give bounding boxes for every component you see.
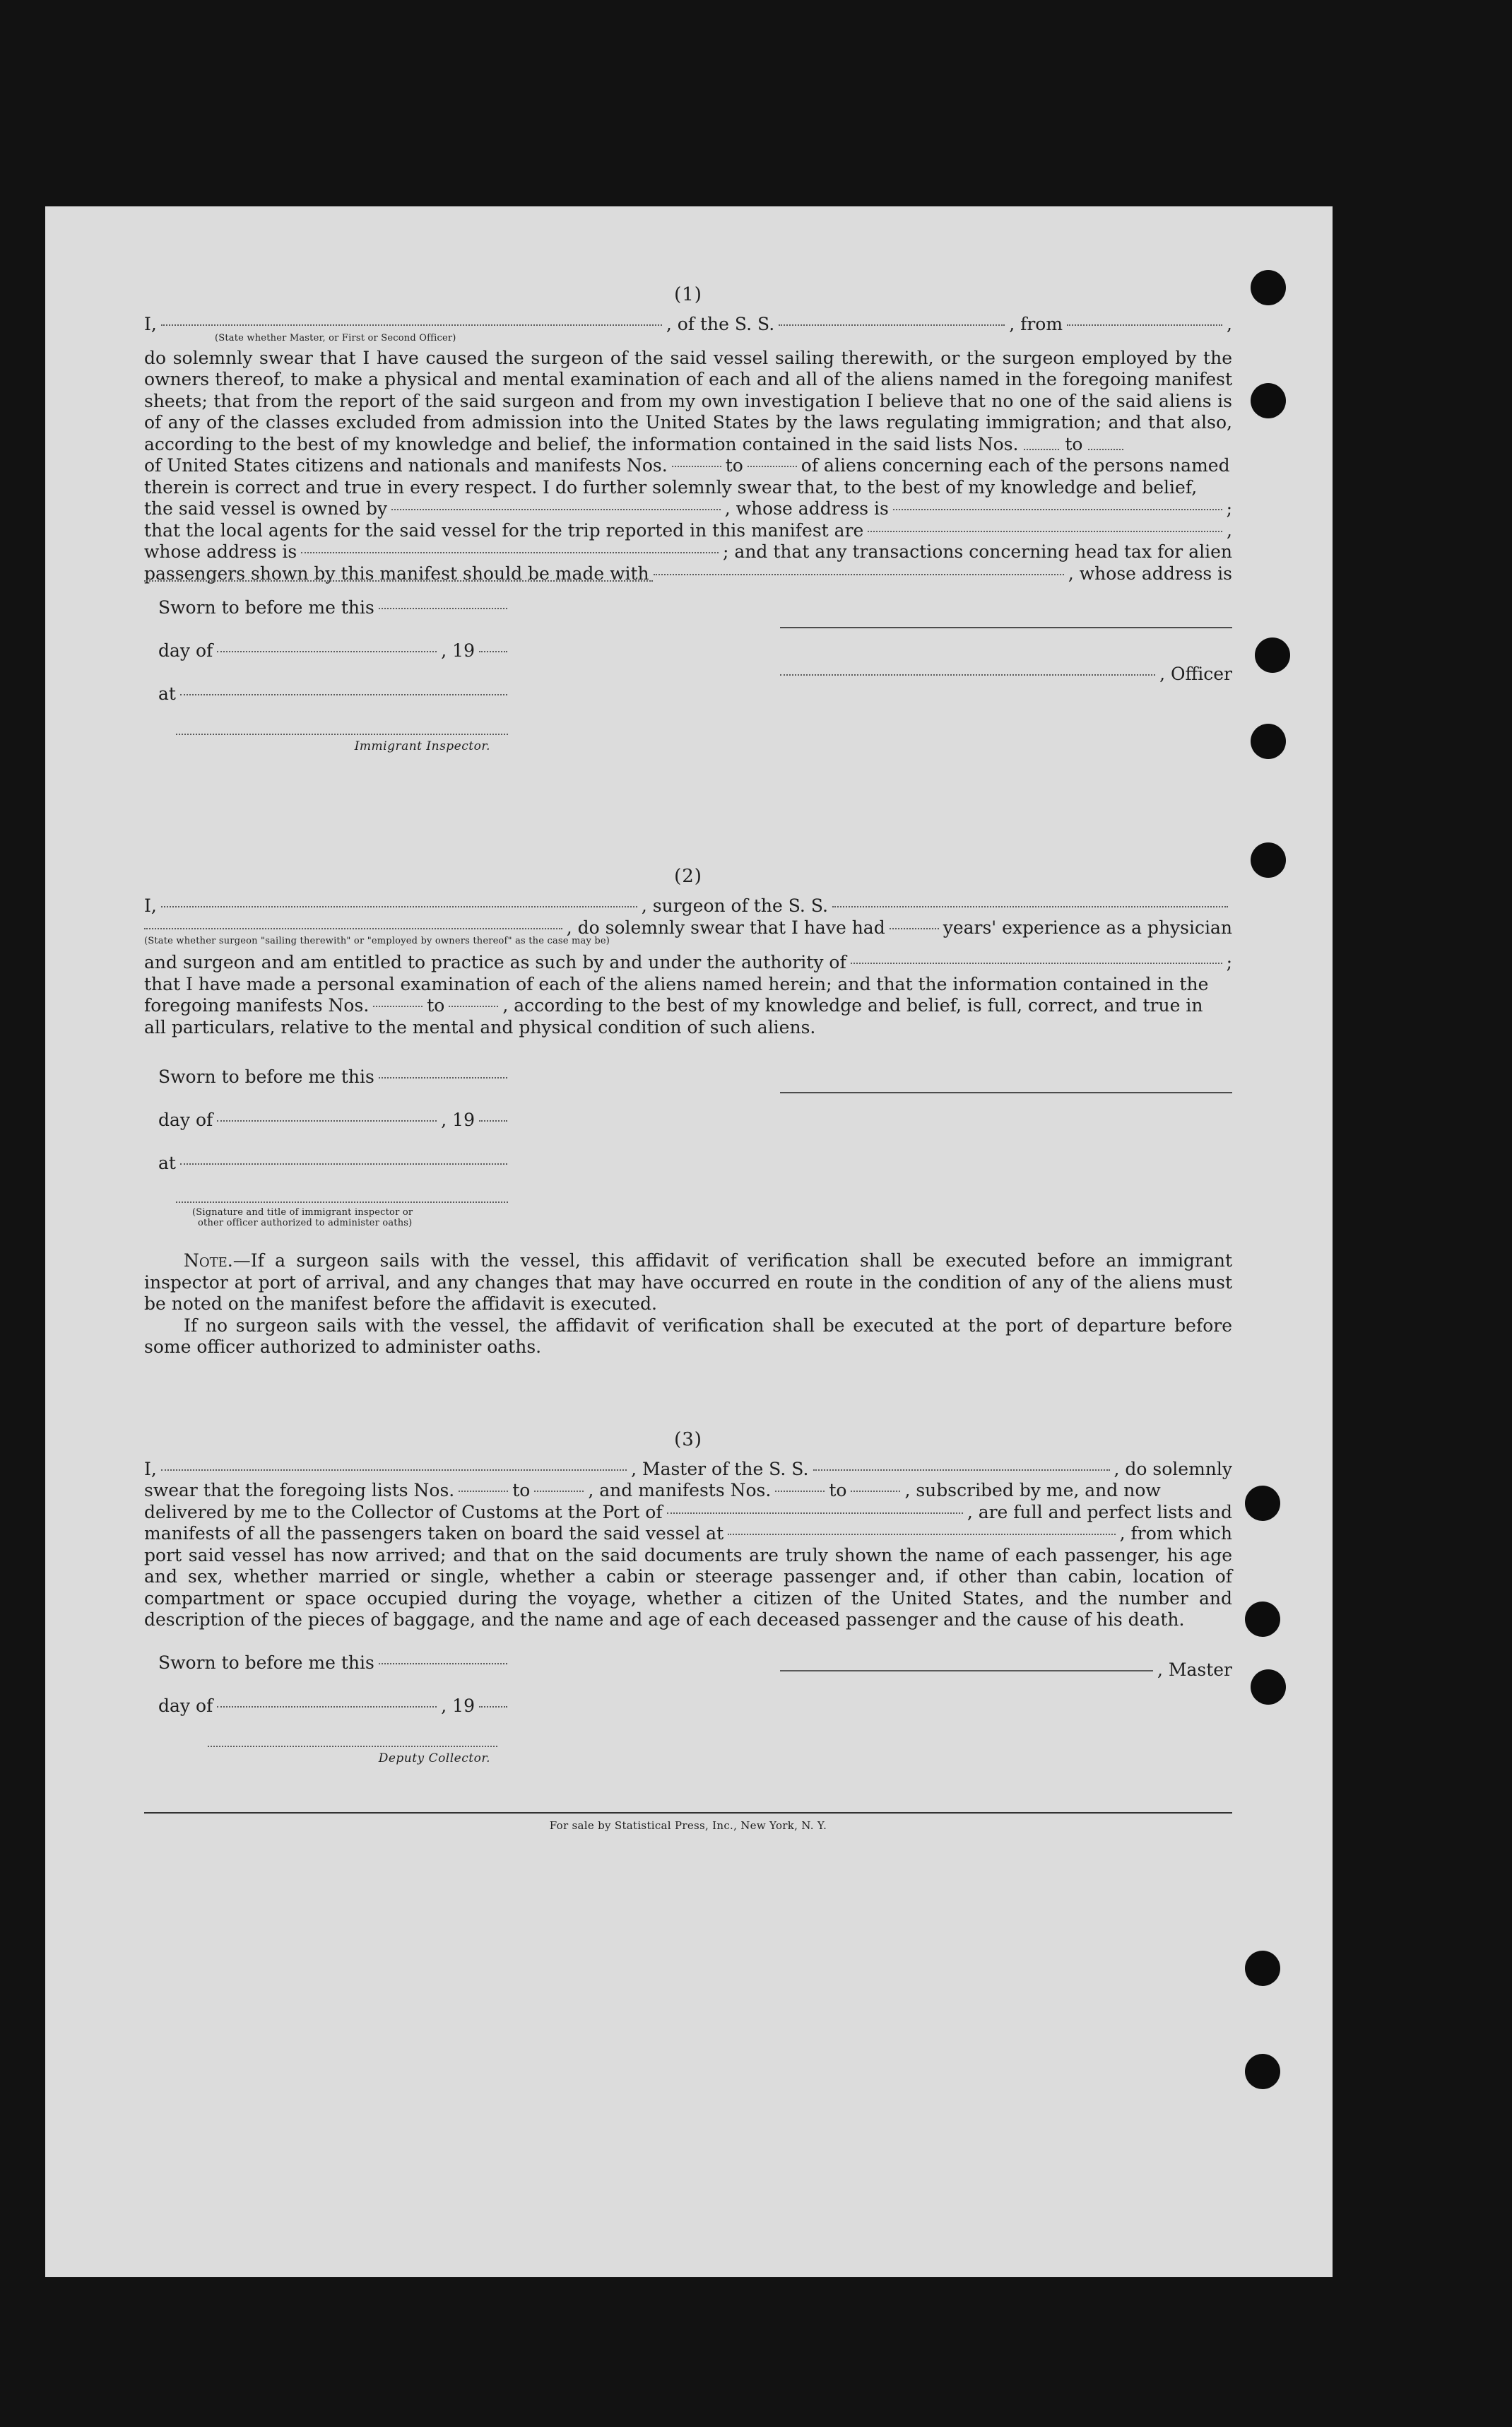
s2-signature-note-2: other officer authorized to administer oaths) — [198, 1218, 413, 1228]
s1-agents-address-field[interactable] — [301, 552, 719, 553]
punch-hole — [1251, 1669, 1286, 1705]
s3-port-field[interactable] — [667, 1512, 963, 1514]
s3-line-3 — [144, 1502, 1232, 1524]
s3-from-which-label: , from which — [1119, 1523, 1232, 1544]
s3-manifests-from-field[interactable] — [775, 1491, 825, 1492]
s3-day-of-label: day of — [158, 1695, 213, 1716]
s1-sworn-area — [144, 597, 1232, 838]
s2-manifest-to-field[interactable] — [449, 1006, 498, 1007]
s1-i-label: I, — [144, 314, 157, 334]
s2-surgeon-note: (State whether surgeon "sailing therewith" or "employed by owners thereof" as the case may be) — [144, 936, 610, 946]
s1-line-address-3 — [144, 584, 1232, 586]
s3-sworn-row — [158, 1652, 512, 1696]
s3-collector-signature-line[interactable] — [208, 1746, 497, 1747]
s3-delivered-label: delivered by me to the Collector of Customs at the Port of — [144, 1501, 663, 1522]
s1-year-label: , 19 — [441, 640, 475, 661]
punch-hole — [1251, 842, 1286, 878]
s1-head-tax-address-field[interactable] — [144, 580, 653, 582]
s1-head-tax-agent-field[interactable] — [654, 574, 1064, 575]
s3-sworn-area — [144, 1652, 1232, 1794]
form-content — [144, 284, 1232, 1832]
s2-manifest-from-field[interactable] — [373, 1006, 423, 1007]
note-label: Note. — [184, 1250, 233, 1271]
s1-passengers-label: passengers shown by this manifest should be made with — [144, 563, 649, 584]
section-1-number: (1) — [674, 284, 702, 305]
punch-hole — [1251, 383, 1286, 418]
s3-do-solemnly-label: , do solemnly — [1114, 1458, 1232, 1479]
s3-manifests-of-label: manifests of all the passengers taken on board the said vessel at — [144, 1523, 724, 1544]
s1-sworn-row — [158, 597, 512, 640]
s3-swear-lists-label: swear that the foregoing lists Nos. — [144, 1480, 455, 1500]
s3-day-row — [158, 1696, 512, 1739]
s2-sworn-date-field[interactable] — [379, 1077, 507, 1079]
footer-imprint: For sale by Statistical Press, Inc., New York, N. Y. — [549, 1818, 827, 1832]
s1-at-place-field[interactable] — [180, 694, 507, 695]
s2-according-label: , according to the best of my knowledge and belief, is full, correct, and true in — [502, 995, 1203, 1016]
s1-para-b-start: of United States citizens and nationals and manifests Nos. — [144, 455, 668, 476]
s2-semicolon: ; — [1226, 952, 1232, 972]
s1-whose-address-2-label: whose address is — [144, 541, 297, 562]
note-paragraph-2: If no surgeon sails with the vessel, the affidavit of verification shall be executed at the port of departure before some officer authorized to administer oaths. — [144, 1315, 1232, 1357]
s2-line-authority — [144, 952, 1232, 974]
s3-master-name-field[interactable] — [161, 1469, 627, 1471]
s2-year-field[interactable] — [479, 1120, 507, 1122]
s3-sworn-date-field[interactable] — [379, 1663, 507, 1664]
note-text-1: —If a surgeon sails with the vessel, this affidavit of verification shall be executed before an immigrant inspector at port of arrival, and any changes that may have occurred en route in the condition of any of the aliens must be noted on the manifest before the affidavit is executed. — [144, 1250, 1232, 1314]
s2-years-field[interactable] — [890, 928, 939, 929]
s1-paragraph-c: therein is correct and true in every respect. I do further solemnly swear that, to the best of my knowledge and belief, — [144, 476, 1198, 498]
s2-ship-name-field[interactable] — [832, 906, 1228, 907]
s1-whose-address-label: , whose address is — [724, 498, 889, 519]
s3-to-1-label: to — [512, 1480, 531, 1500]
s1-semicolon: ; — [1226, 498, 1233, 519]
s1-officer-signature-field[interactable] — [780, 674, 1155, 676]
punch-hole — [1245, 1602, 1280, 1637]
s2-day-of-label: day of — [158, 1110, 213, 1130]
s3-line-1 — [144, 1459, 1232, 1481]
s3-ship-name-field[interactable] — [813, 1469, 1110, 1471]
s1-lists-from-field[interactable] — [1024, 449, 1059, 450]
s2-inspector-signature-line[interactable] — [176, 1201, 508, 1203]
s2-line-1 — [144, 895, 1232, 917]
section-3-number: (3) — [674, 1428, 702, 1450]
s2-at-place-field[interactable] — [180, 1163, 507, 1165]
s3-sworn-label: Sworn to before me this — [158, 1652, 374, 1673]
s2-authority-label: and surgeon and am entitled to practice as such by and under the authority of — [144, 952, 846, 972]
s3-year-label: , 19 — [441, 1695, 475, 1716]
s1-from-label: , from — [1009, 314, 1063, 334]
punch-hole — [1245, 1951, 1280, 1986]
s2-at-row — [158, 1153, 512, 1196]
s1-day-row — [158, 640, 512, 683]
s1-para-b-end: of aliens concerning each of the persons named — [801, 455, 1230, 476]
s3-and-manifests-label: , and manifests Nos. — [588, 1480, 772, 1500]
s3-master-signature-field[interactable] — [780, 1670, 1153, 1671]
s2-sworn-block — [158, 1066, 512, 1228]
s2-to-label: to — [427, 995, 445, 1016]
s2-years-label: years' experience as a physician — [943, 917, 1232, 938]
s1-lists-to-field[interactable] — [1088, 449, 1123, 450]
s1-year-field[interactable] — [479, 651, 507, 652]
s1-line-head-tax — [144, 541, 1232, 563]
s1-officer-note: (State whether Master, or First or Second Officer) — [215, 332, 456, 343]
s1-para-a-to: to — [1065, 433, 1083, 454]
s1-local-agents-field[interactable] — [868, 531, 1222, 532]
s3-full-perfect-label: , are full and perfect lists and — [967, 1501, 1232, 1522]
s2-paragraph-a: that I have made a personal examination of each of the aliens named herein; and that the information contained in the — [144, 973, 1209, 994]
s1-day-of-label: day of — [158, 640, 213, 661]
s3-year-field[interactable] — [479, 1706, 507, 1708]
s3-manifests-to-field[interactable] — [851, 1491, 900, 1492]
s1-inspector-caption: Immigrant Inspector. — [354, 739, 490, 753]
s2-day-month-field[interactable] — [217, 1120, 437, 1122]
s1-officer-block — [780, 597, 1232, 686]
s1-head-tax-label: ; and that any transactions concerning head tax for alien — [723, 541, 1232, 562]
s3-line-2 — [144, 1480, 1232, 1502]
punch-hole — [1251, 270, 1286, 305]
s1-line-local-agents — [144, 520, 1232, 542]
s1-of-ss-label: , of the S. S. — [666, 314, 775, 334]
footer-rule — [144, 1812, 1232, 1814]
s2-signature-note-1: (Signature and title of immigrant inspector or — [192, 1207, 413, 1218]
s3-day-month-field[interactable] — [217, 1706, 437, 1708]
s3-master-label: , Master — [1157, 1659, 1232, 1680]
punch-hole — [1255, 637, 1290, 673]
s3-subscribed-label: , subscribed by me, and now — [904, 1480, 1161, 1500]
s2-sailing-status-field[interactable] — [144, 928, 562, 929]
s1-para-a-text: do solemnly swear that I have caused the surgeon of the said vessel sailing therewith, or the surgeon employed by the owners thereof, to make a physical and mental examination of each and all of the aliens named in the foregoing manifest sheets; that from the report of the said surgeon and from my own investigation I believe that no one of the said aliens is of any of the classes excluded from admission into the United States by the laws regulating immigration; and that also, according to the best of my knowledge and belief, the information contained in the said lists Nos. — [144, 347, 1232, 454]
section-2-number: (2) — [674, 866, 702, 887]
s1-officer-label: , Officer — [1159, 664, 1232, 684]
s3-lists-to-field[interactable] — [534, 1491, 584, 1492]
s3-collector-caption: Deputy Collector. — [378, 1751, 490, 1765]
s1-paragraph-a — [144, 348, 1232, 456]
s3-to-2-label: to — [829, 1480, 847, 1500]
s2-sworn-label: Sworn to before me this — [158, 1066, 374, 1087]
s2-year-label: , 19 — [441, 1110, 475, 1130]
s2-particulars: all particulars, relative to the mental and physical condition of such aliens. — [144, 1016, 816, 1038]
s2-i-label: I, — [144, 895, 157, 916]
s2-day-row — [158, 1110, 512, 1153]
s1-comma-2: , — [1227, 519, 1232, 541]
s1-owned-by-label: the said vessel is owned by — [144, 498, 388, 519]
s2-manifests-label: foregoing manifests Nos. — [144, 995, 370, 1016]
s1-line-owned-by — [144, 498, 1232, 520]
s1-ship-name-field[interactable] — [779, 324, 1005, 326]
s1-line-manifests — [144, 455, 1232, 477]
s2-surgeon-signature-line[interactable] — [780, 1066, 1232, 1093]
s1-whose-address-3-label: , whose address is — [1068, 563, 1232, 584]
affidavit-page — [45, 206, 1333, 2277]
s1-owner-field[interactable] — [391, 509, 721, 510]
s1-at-label: at — [158, 683, 176, 704]
s1-at-row — [158, 683, 512, 727]
s2-sworn-area — [144, 1066, 1232, 1243]
s3-paragraph-rest: port said vessel has now arrived; and that on the said documents are truly shown the name of each passenger, his age and sex, whether married or single, whether a cabin or steerage passenger and, if other than cabin, location of compartment or space occupied during the voyage, whether a citizen of the United States, and the number and description of the pieces of baggage, and the name and age of each deceased passenger and the cause of his death. — [144, 1544, 1232, 1630]
s1-owner-address-field[interactable] — [893, 509, 1222, 510]
s1-sworn-label: Sworn to before me this — [158, 597, 374, 618]
s1-inspector-signature-line[interactable] — [176, 734, 508, 735]
s2-sworn-row — [158, 1066, 512, 1110]
punch-hole — [1251, 724, 1286, 759]
s2-surgeon-name-field[interactable] — [161, 906, 637, 907]
s1-manifest-to-field[interactable] — [748, 466, 797, 467]
s3-sworn-block — [158, 1652, 512, 1765]
s2-authority-field[interactable] — [851, 963, 1222, 964]
s1-officer-top-line[interactable] — [780, 597, 1232, 628]
s2-surgeon-of-label: , surgeon of the S. S. — [641, 895, 828, 916]
s1-para-b-to: to — [725, 455, 743, 476]
s3-line-4 — [144, 1523, 1232, 1545]
s3-master-of-label: , Master of the S. S. — [631, 1458, 809, 1479]
s2-line-manifests — [144, 995, 1232, 1017]
s1-officer-row — [780, 664, 1232, 686]
punch-hole — [1245, 2054, 1280, 2089]
s3-boarding-port-field[interactable] — [728, 1534, 1115, 1535]
s2-at-label: at — [158, 1153, 176, 1173]
s1-day-month-field[interactable] — [217, 651, 437, 652]
s3-lists-from-field[interactable] — [459, 1491, 508, 1492]
s1-officer-name-field[interactable] — [161, 324, 662, 326]
s1-manifest-from-field[interactable] — [672, 466, 721, 467]
s3-master-row — [780, 1659, 1232, 1681]
s3-i-label: I, — [144, 1458, 157, 1479]
s1-comma: , — [1227, 314, 1232, 334]
s2-swear-label: , do solemnly swear that I have had — [566, 917, 885, 938]
s1-sworn-block — [158, 597, 512, 753]
s1-sworn-date-field[interactable] — [379, 608, 507, 609]
punch-hole — [1245, 1486, 1280, 1521]
s1-from-port-field[interactable] — [1067, 324, 1222, 326]
s1-local-agents-label: that the local agents for the said vessel for the trip reported in this manifest are — [144, 519, 864, 541]
note-paragraph-1 — [144, 1250, 1232, 1315]
